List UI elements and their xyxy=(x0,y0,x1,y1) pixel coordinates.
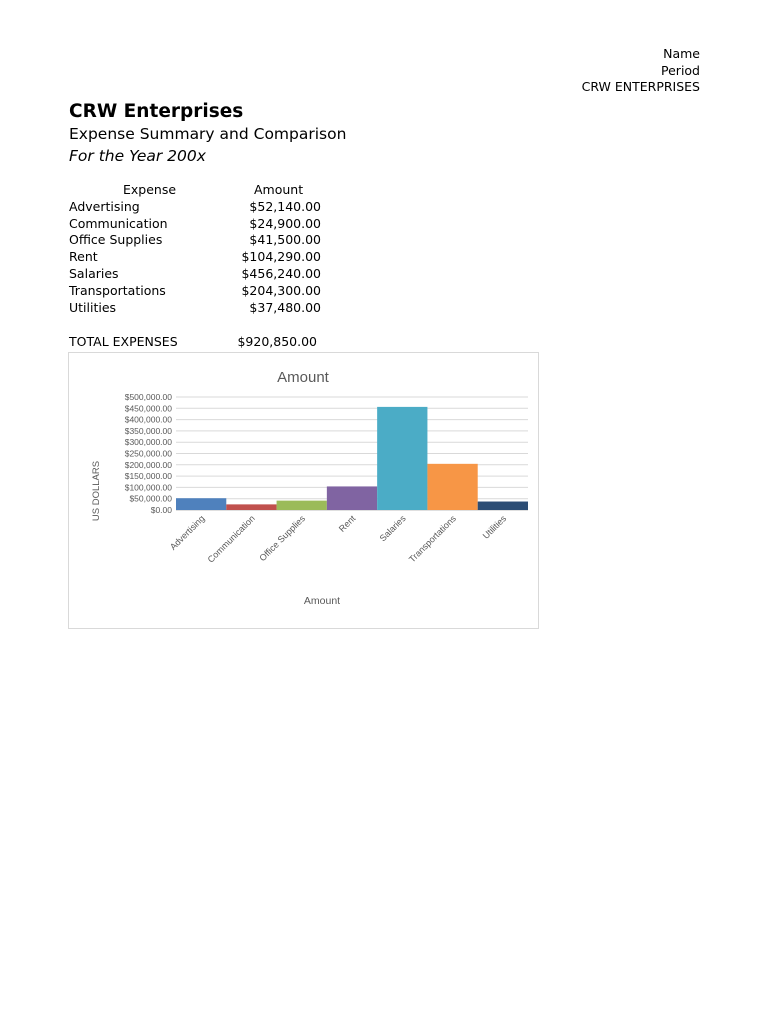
x-tick-label: Salaries xyxy=(377,513,408,544)
y-tick-label: $350,000.00 xyxy=(124,425,172,436)
expense-amount: $41,500.00 xyxy=(249,232,321,248)
x-tick-label: Transportations xyxy=(406,513,458,565)
column-header-amount: Amount xyxy=(254,182,304,197)
bar-advertising[interactable] xyxy=(176,498,226,510)
company-caps: CRW ENTERPRISES xyxy=(581,79,700,94)
y-tick-label: $300,000.00 xyxy=(124,437,172,448)
y-axis-label: US DOLLARS xyxy=(91,460,102,522)
column-header-expense: Expense xyxy=(123,182,177,197)
total-row xyxy=(69,334,329,350)
y-tick-label: $0.00 xyxy=(150,505,172,515)
y-tick-label: $150,000.00 xyxy=(124,471,172,482)
expense-name: Salaries xyxy=(69,265,119,281)
table-row xyxy=(69,283,329,300)
y-tick-label: $50,000.00 xyxy=(129,493,172,504)
y-axis-ticks xyxy=(125,392,173,515)
chart-canvas xyxy=(69,353,538,628)
expense-name: Rent xyxy=(69,249,98,265)
bars xyxy=(176,407,528,510)
expense-name: Transportations xyxy=(69,282,166,298)
expense-name: Advertising xyxy=(69,198,140,214)
x-tick-label: Advertising xyxy=(167,513,207,552)
expense-amount: $52,140.00 xyxy=(249,198,321,214)
x-axis-label: Amount xyxy=(303,595,341,607)
y-tick-label: $250,000.00 xyxy=(124,448,172,459)
expense-amount: $104,290.00 xyxy=(241,249,321,265)
expense-name: Office Supplies xyxy=(69,232,163,248)
expense-amount: $456,240.00 xyxy=(241,265,321,281)
document-header xyxy=(582,46,700,96)
bar-utilities[interactable] xyxy=(478,502,528,510)
expense-name: Communication xyxy=(69,215,168,231)
y-tick-label: $400,000.00 xyxy=(124,414,172,425)
bar-salaries[interactable] xyxy=(377,407,427,510)
table-row xyxy=(69,300,329,317)
report-period: For the Year 200x xyxy=(69,147,206,165)
table-row xyxy=(69,232,329,249)
x-tick-label: Communication xyxy=(205,513,257,565)
company-title: CRW Enterprises xyxy=(69,101,244,122)
bar-communication[interactable] xyxy=(226,504,276,510)
expense-table xyxy=(69,182,329,316)
x-tick-label: Utilities xyxy=(480,513,509,541)
expense-name: Utilities xyxy=(69,299,117,315)
report-subtitle: Expense Summary and Comparison xyxy=(69,125,347,143)
table-header xyxy=(69,182,329,199)
name-field: Name xyxy=(663,46,700,61)
bar-rent[interactable] xyxy=(327,486,377,510)
y-tick-label: $500,000.00 xyxy=(124,392,172,402)
y-tick-label: $200,000.00 xyxy=(124,459,172,470)
expense-chart[interactable] xyxy=(68,352,539,629)
total-value: $920,850.00 xyxy=(237,334,317,349)
chart-title: Amount xyxy=(277,369,329,386)
table-row xyxy=(69,216,329,233)
expense-amount: $37,480.00 xyxy=(249,299,321,315)
x-tick-label: Office Supplies xyxy=(257,513,308,564)
expense-amount: $204,300.00 xyxy=(241,282,321,298)
table-row xyxy=(69,199,329,216)
y-tick-label: $100,000.00 xyxy=(124,482,172,493)
expense-amount: $24,900.00 xyxy=(249,215,321,231)
bar-transportations[interactable] xyxy=(427,464,477,510)
bar-office-supplies[interactable] xyxy=(277,501,327,510)
x-axis-ticks xyxy=(168,513,509,565)
y-tick-label: $450,000.00 xyxy=(124,403,172,414)
table-row xyxy=(69,266,329,283)
period-field: Period xyxy=(661,62,700,78)
total-label: TOTAL EXPENSES xyxy=(69,334,178,349)
table-row xyxy=(69,249,329,266)
x-tick-label: Rent xyxy=(336,513,358,534)
